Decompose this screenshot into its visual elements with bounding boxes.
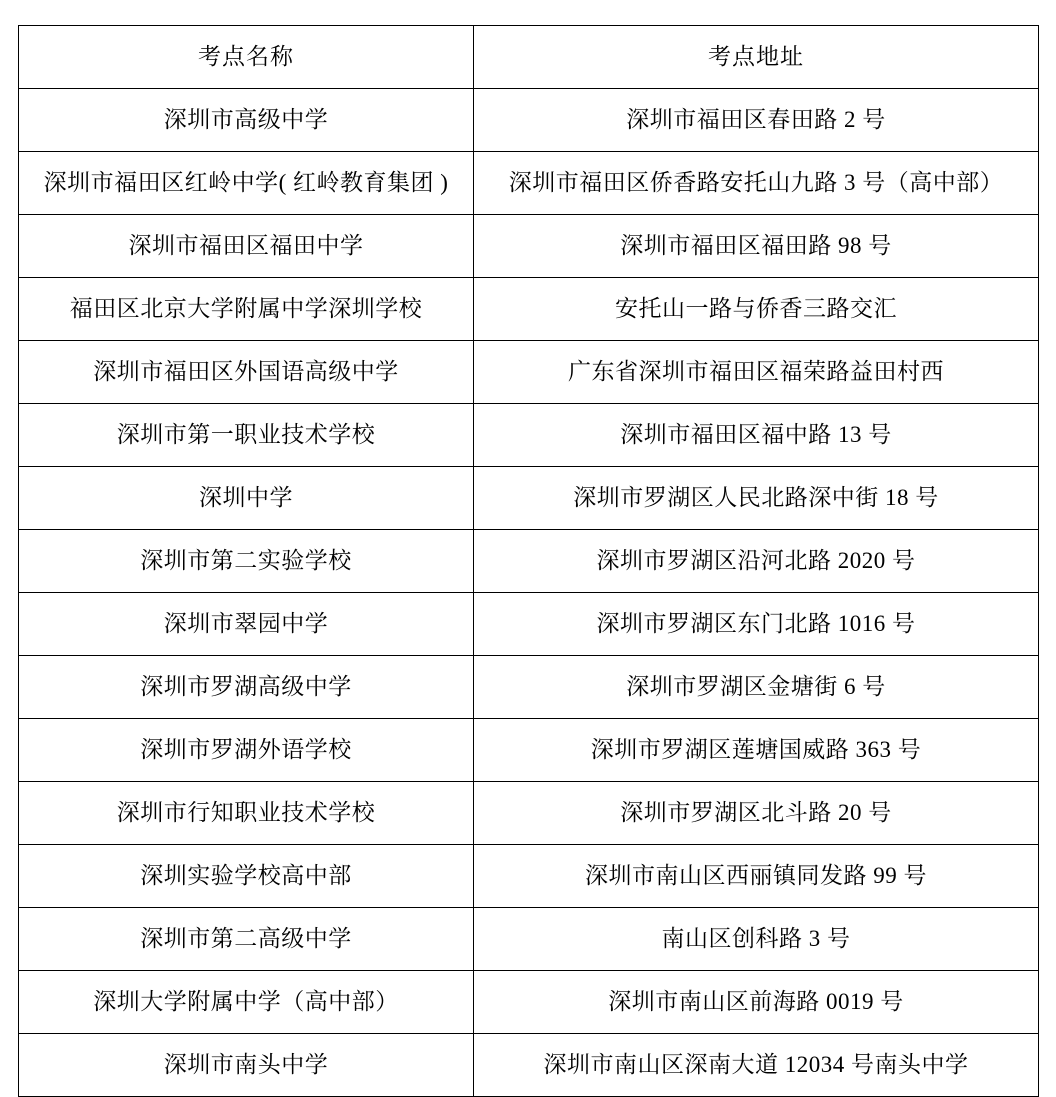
table-row (19, 278, 1039, 341)
cell-site-address: 深圳市福田区福中路 13 号 (474, 404, 1039, 467)
cell-site-name: 深圳中学 (19, 467, 474, 530)
cell-site-address: 深圳市罗湖区莲塘国威路 363 号 (474, 719, 1039, 782)
table-row (19, 467, 1039, 530)
cell-site-address: 深圳市福田区福田路 98 号 (474, 215, 1039, 278)
table-row (19, 782, 1039, 845)
cell-site-name: 深圳市罗湖外语学校 (19, 719, 474, 782)
cell-site-address: 深圳市罗湖区北斗路 20 号 (474, 782, 1039, 845)
table-header-row (19, 26, 1039, 89)
cell-site-name: 深圳实验学校高中部 (19, 845, 474, 908)
table-row (19, 908, 1039, 971)
cell-site-address: 深圳市福田区春田路 2 号 (474, 89, 1039, 152)
cell-site-name: 深圳市南头中学 (19, 1034, 474, 1097)
cell-site-name: 深圳市福田区外国语高级中学 (19, 341, 474, 404)
table-row (19, 656, 1039, 719)
cell-site-address: 深圳市罗湖区金塘街 6 号 (474, 656, 1039, 719)
cell-site-name: 深圳市高级中学 (19, 89, 474, 152)
table-row (19, 593, 1039, 656)
cell-site-address: 深圳市罗湖区沿河北路 2020 号 (474, 530, 1039, 593)
cell-site-name: 深圳市第二实验学校 (19, 530, 474, 593)
table-row (19, 1034, 1039, 1097)
table-header (19, 26, 1039, 89)
table-row (19, 530, 1039, 593)
table-row (19, 215, 1039, 278)
cell-site-name: 深圳市第二高级中学 (19, 908, 474, 971)
table-row (19, 341, 1039, 404)
cell-site-name: 深圳市福田区福田中学 (19, 215, 474, 278)
column-header-site-address: 考点地址 (474, 26, 1039, 89)
column-header-site-name: 考点名称 (19, 26, 474, 89)
cell-site-address: 深圳市罗湖区东门北路 1016 号 (474, 593, 1039, 656)
cell-site-name: 深圳大学附属中学（高中部） (19, 971, 474, 1034)
cell-site-name: 深圳市行知职业技术学校 (19, 782, 474, 845)
cell-site-address: 深圳市南山区西丽镇同发路 99 号 (474, 845, 1039, 908)
table-row (19, 404, 1039, 467)
table-row (19, 719, 1039, 782)
cell-site-address: 深圳市南山区深南大道 12034 号南头中学 (474, 1034, 1039, 1097)
table-row (19, 152, 1039, 215)
table-body (19, 89, 1039, 1097)
cell-site-name: 深圳市罗湖高级中学 (19, 656, 474, 719)
cell-site-name: 深圳市福田区红岭中学( 红岭教育集团 ) (19, 152, 474, 215)
exam-site-table (18, 25, 1039, 1097)
table-row (19, 971, 1039, 1034)
table-row (19, 845, 1039, 908)
cell-site-address: 安托山一路与侨香三路交汇 (474, 278, 1039, 341)
cell-site-address: 深圳市罗湖区人民北路深中街 18 号 (474, 467, 1039, 530)
cell-site-address: 深圳市南山区前海路 0019 号 (474, 971, 1039, 1034)
cell-site-name: 深圳市翠园中学 (19, 593, 474, 656)
cell-site-name: 深圳市第一职业技术学校 (19, 404, 474, 467)
cell-site-address: 广东省深圳市福田区福荣路益田村西 (474, 341, 1039, 404)
table-row (19, 89, 1039, 152)
cell-site-address: 南山区创科路 3 号 (474, 908, 1039, 971)
cell-site-address: 深圳市福田区侨香路安托山九路 3 号（高中部） (474, 152, 1039, 215)
cell-site-name: 福田区北京大学附属中学深圳学校 (19, 278, 474, 341)
